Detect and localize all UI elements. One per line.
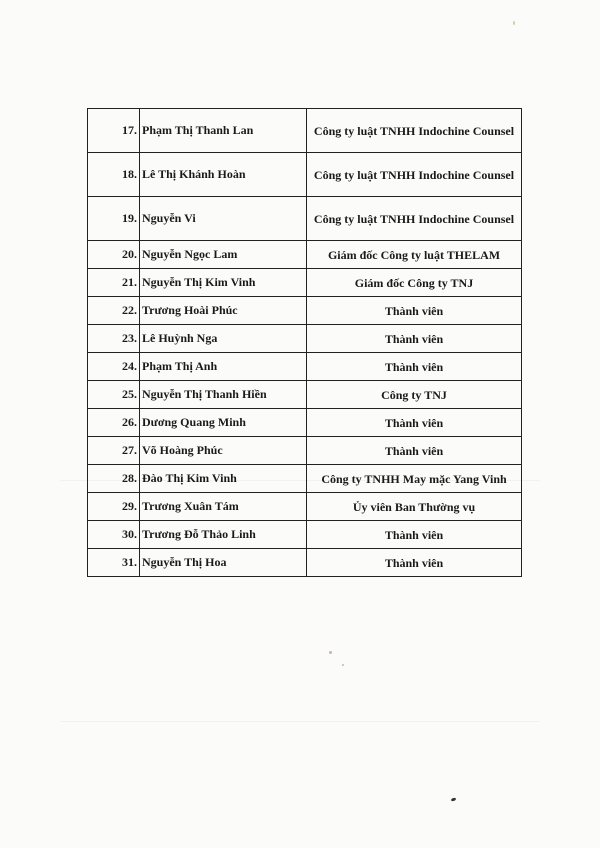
member-organization: Công ty TNJ bbox=[307, 381, 522, 409]
table-row bbox=[88, 353, 522, 381]
table-row bbox=[88, 381, 522, 409]
member-organization: Công ty TNHH May mặc Yang Vinh bbox=[307, 465, 522, 493]
member-name: Võ Hoàng Phúc bbox=[140, 437, 307, 465]
table-row bbox=[88, 465, 522, 493]
member-name: Lê Thị Khánh Hoàn bbox=[140, 153, 307, 197]
member-name: Dương Quang Minh bbox=[140, 409, 307, 437]
table-row bbox=[88, 325, 522, 353]
row-number: 30. bbox=[88, 521, 140, 549]
member-organization: Thành viên bbox=[307, 353, 522, 381]
member-name: Nguyễn Thị Kim Vinh bbox=[140, 269, 307, 297]
member-organization: Thành viên bbox=[307, 549, 522, 577]
scan-speck bbox=[342, 664, 344, 666]
member-name: Nguyễn Ngọc Lam bbox=[140, 241, 307, 269]
row-number: 27. bbox=[88, 437, 140, 465]
member-organization: Thành viên bbox=[307, 325, 522, 353]
row-number: 29. bbox=[88, 493, 140, 521]
table-row bbox=[88, 549, 522, 577]
member-name: Phạm Thị Anh bbox=[140, 353, 307, 381]
row-number: 28. bbox=[88, 465, 140, 493]
member-organization: Giám đốc Công ty luật THELAM bbox=[307, 241, 522, 269]
scan-speck bbox=[513, 21, 515, 25]
member-name: Đào Thị Kim Vinh bbox=[140, 465, 307, 493]
member-organization: Thành viên bbox=[307, 297, 522, 325]
member-name: Nguyễn Vi bbox=[140, 197, 307, 241]
row-number: 31. bbox=[88, 549, 140, 577]
member-name: Trương Đỗ Thảo Linh bbox=[140, 521, 307, 549]
member-organization: Công ty luật TNHH Indochine Counsel bbox=[307, 109, 522, 153]
row-number: 22. bbox=[88, 297, 140, 325]
member-name: Phạm Thị Thanh Lan bbox=[140, 109, 307, 153]
table-row bbox=[88, 521, 522, 549]
row-number: 23. bbox=[88, 325, 140, 353]
table-row bbox=[88, 409, 522, 437]
table-row bbox=[88, 241, 522, 269]
row-number: 17. bbox=[88, 109, 140, 153]
table-row bbox=[88, 153, 522, 197]
member-organization: Công ty luật TNHH Indochine Counsel bbox=[307, 153, 522, 197]
member-name: Trương Hoài Phúc bbox=[140, 297, 307, 325]
member-organization: Công ty luật TNHH Indochine Counsel bbox=[307, 197, 522, 241]
row-number: 18. bbox=[88, 153, 140, 197]
row-number: 24. bbox=[88, 353, 140, 381]
member-organization: Giám đốc Công ty TNJ bbox=[307, 269, 522, 297]
scan-speck bbox=[329, 651, 332, 654]
table-row bbox=[88, 437, 522, 465]
table-row bbox=[88, 269, 522, 297]
member-name: Nguyễn Thị Thanh Hiền bbox=[140, 381, 307, 409]
member-table bbox=[87, 108, 522, 577]
member-organization: Thành viên bbox=[307, 521, 522, 549]
row-number: 21. bbox=[88, 269, 140, 297]
member-organization: Thành viên bbox=[307, 437, 522, 465]
member-organization: Ủy viên Ban Thường vụ bbox=[307, 493, 522, 521]
member-name: Lê Huỳnh Nga bbox=[140, 325, 307, 353]
member-rows bbox=[88, 109, 522, 577]
row-number: 25. bbox=[88, 381, 140, 409]
member-name: Nguyễn Thị Hoa bbox=[140, 549, 307, 577]
table-row bbox=[88, 297, 522, 325]
table-row bbox=[88, 109, 522, 153]
row-number: 26. bbox=[88, 409, 140, 437]
row-number: 20. bbox=[88, 241, 140, 269]
row-number: 19. bbox=[88, 197, 140, 241]
member-name: Trương Xuân Tám bbox=[140, 493, 307, 521]
table-row bbox=[88, 197, 522, 241]
table-row bbox=[88, 493, 522, 521]
member-organization: Thành viên bbox=[307, 409, 522, 437]
scan-dot bbox=[451, 797, 457, 802]
